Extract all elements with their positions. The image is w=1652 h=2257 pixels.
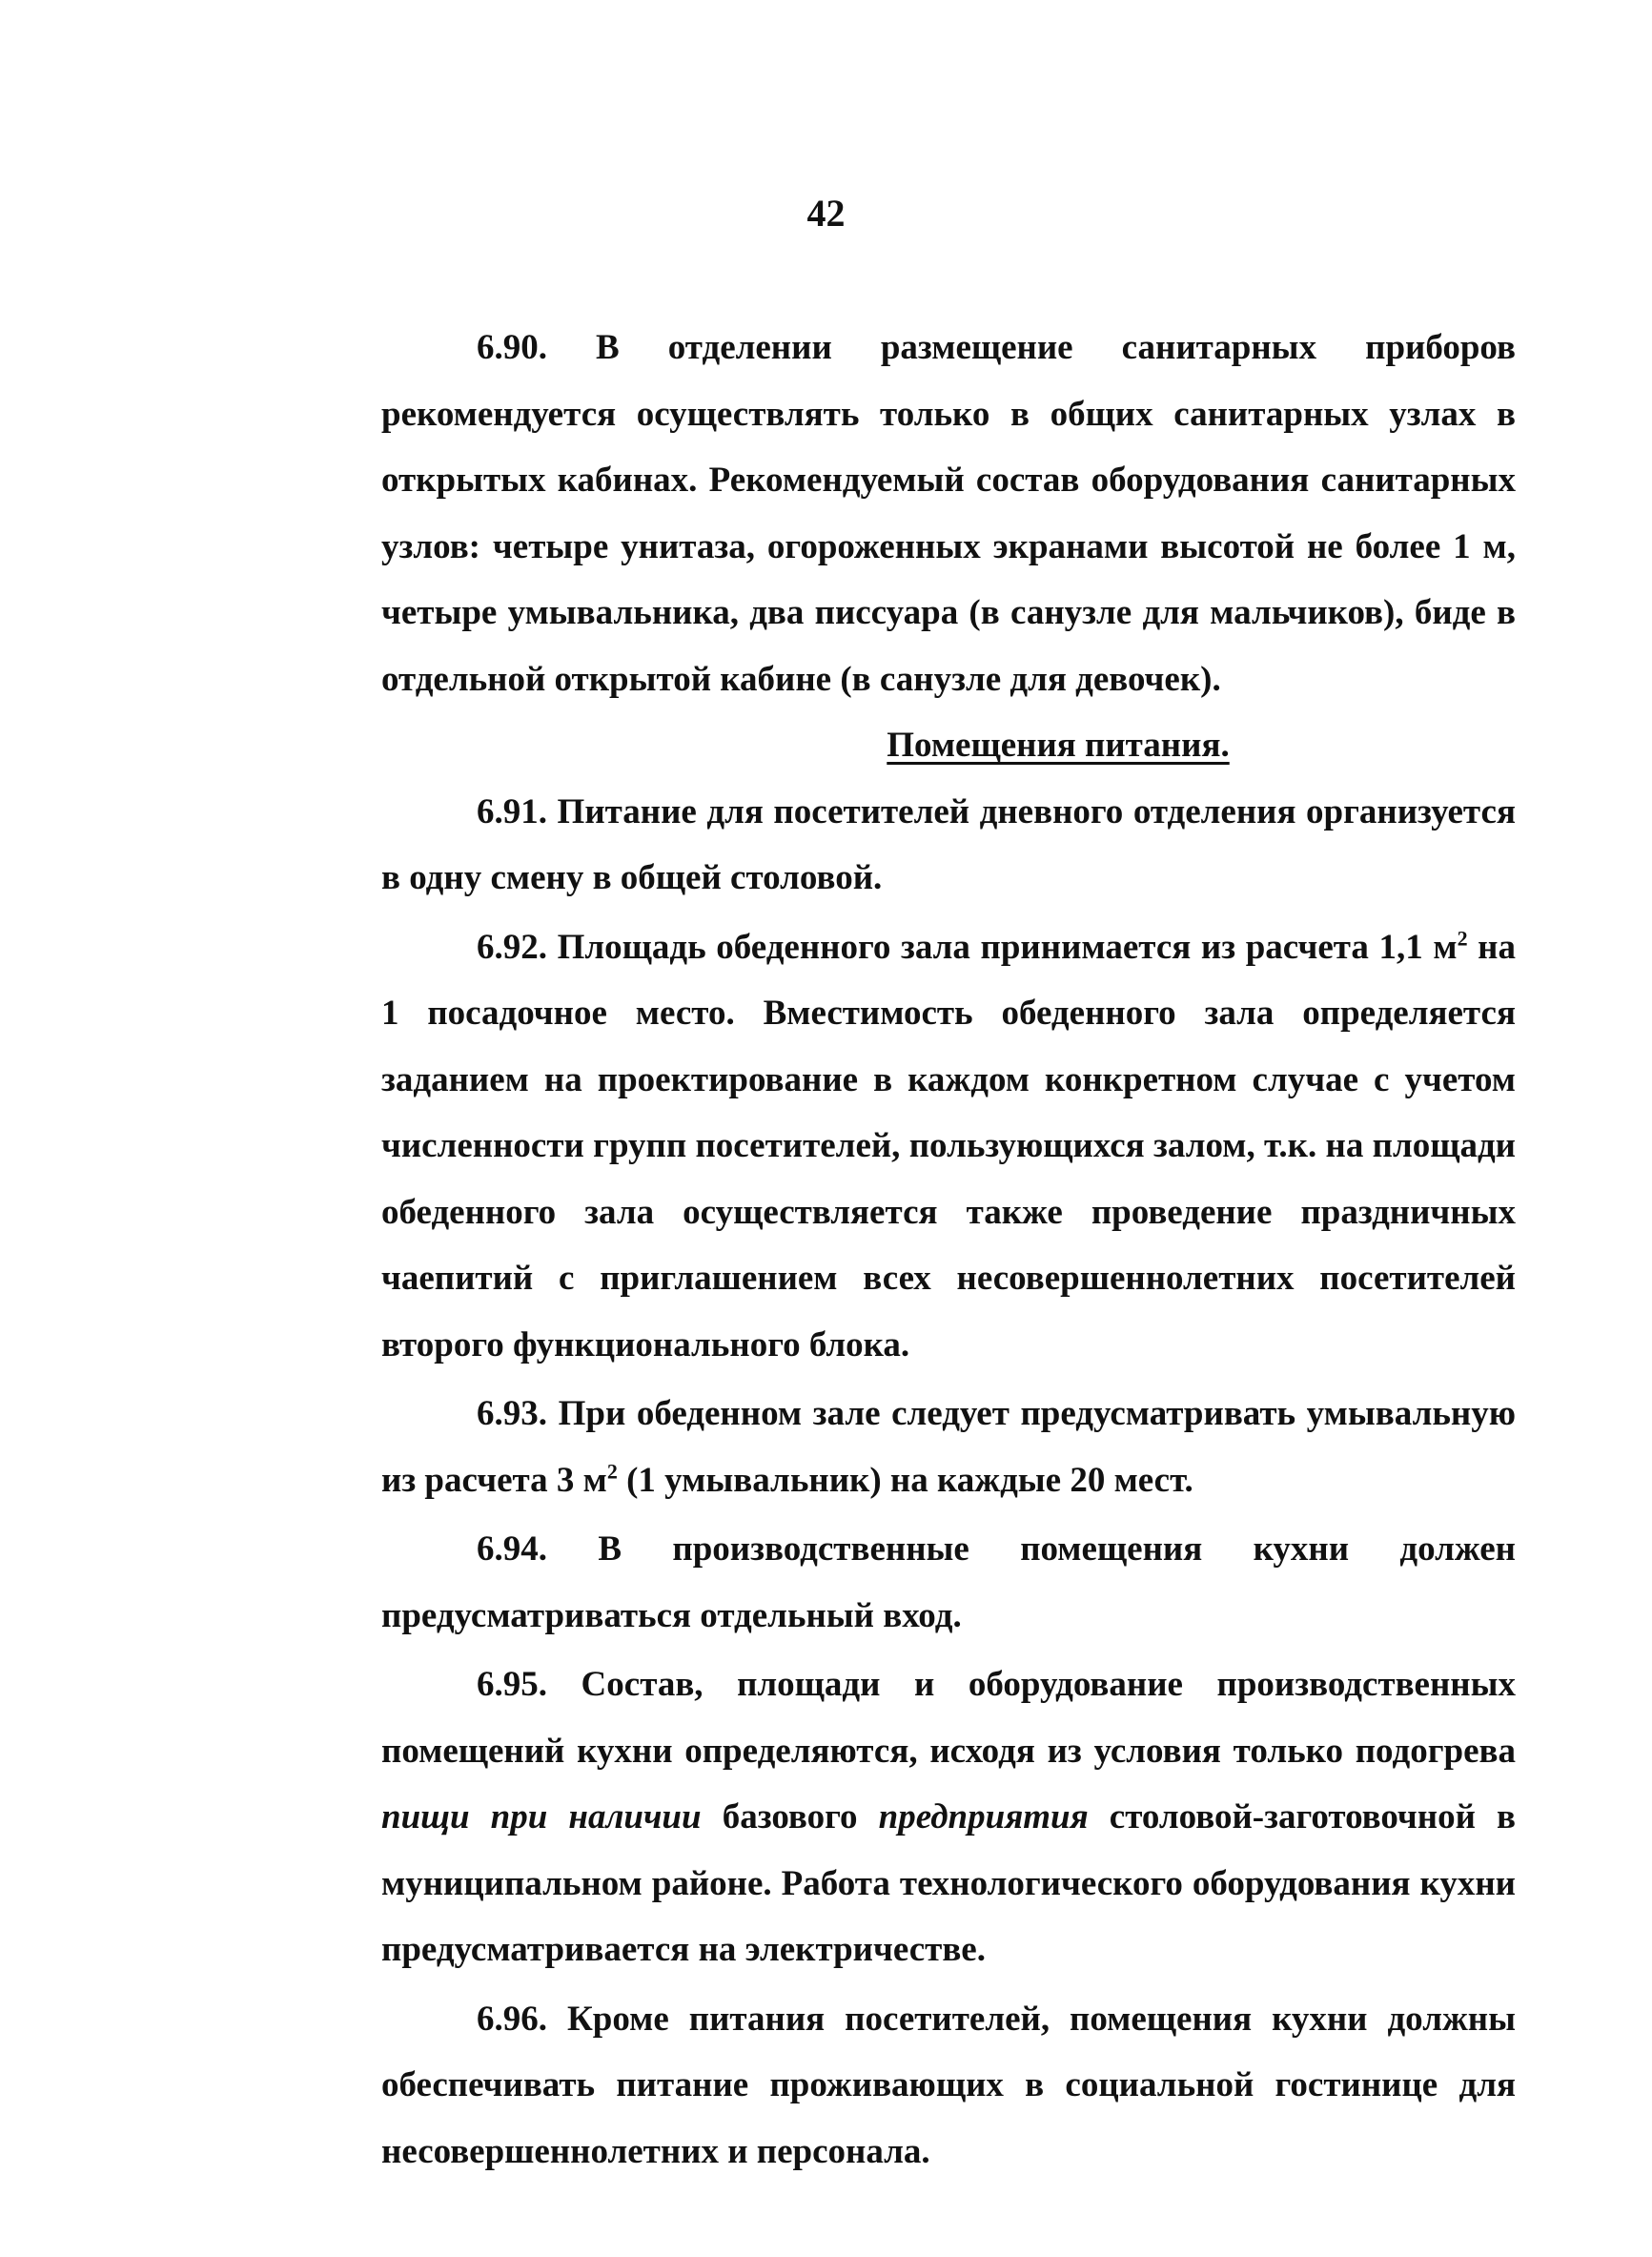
paragraph-6-96: 6.96. Кроме питания посетителей, помещения кухни должны обеспечивать питание проживающих в социальной гостинице для несовершеннолетних и персонала. bbox=[381, 1999, 1516, 2171]
paragraph-6-95-italic: пищи при наличии bbox=[381, 1797, 702, 1836]
paragraph-6-95-mid: базового bbox=[701, 1797, 879, 1836]
paragraph-6-90: 6.90. В отделении размещение санитарных приборов рекомендуется осуществлять только в общих санитарных узлах в открытых кабинах. Рекомендуемый состав оборудования санитарных узлов: четыре унитаза, огороженных экранами высотой не более 1 м, четыре умывальника, два писсуара (в санузле для мальчиков), биде в отдельной открытой кабине (в санузле для девочек). bbox=[381, 328, 1516, 699]
square-superscript: 2 bbox=[606, 1459, 618, 1484]
paragraph-6-94: 6.94. В производственные помещения кухни должен предусматриваться отдельный вход. bbox=[381, 1529, 1516, 1635]
paragraph-6-93-end: (1 умывальник) на каждые 20 мест. bbox=[617, 1460, 1193, 1500]
square-superscript: 2 bbox=[1457, 926, 1468, 951]
paragraph-6-95-end: столовой-заготовочной в муниципальном районе. Работа технологического оборудования кухни предусматривается на электричестве. bbox=[381, 1797, 1516, 1969]
paragraph-6-95-italic-2: предприятия bbox=[878, 1797, 1089, 1836]
paragraph-6-93 bbox=[381, 1381, 1516, 1513]
paragraph-6-93-start: 6.93. При обеденном зале следует предусматривать умывальную из расчета 3 м bbox=[381, 1394, 1516, 1500]
document-body bbox=[381, 315, 1516, 2185]
paragraph-6-92 bbox=[381, 914, 1516, 1379]
paragraph-6-95-start: 6.95. Состав, площади и оборудование производственных помещений кухни определяются, исходя из условия только подогрева bbox=[381, 1665, 1516, 1771]
section-heading bbox=[381, 712, 1516, 779]
paragraph-6-95 bbox=[381, 1652, 1516, 1983]
page-number: 42 bbox=[806, 192, 846, 235]
paragraph-6-92-end: на 1 посадочное место. Вместимость обеденного зала определяется заданием на проектирование в каждом конкретном случае с учетом численности групп посетителей, пользующихся залом, т.к. на площади обеденного зала осуществляется также проведение праздничных чаепитий с приглашением всех несовершеннолетних посетителей второго функционального блока. bbox=[381, 927, 1517, 1364]
paragraph-6-91: 6.91. Питание для посетителей дневного отделения организуется в одну смену в общей столовой. bbox=[381, 791, 1516, 897]
paragraph-6-92-start: 6.92. Площадь обеденного зала принимается из расчета 1,1 м bbox=[477, 927, 1458, 967]
section-heading-text: Помещения питания. bbox=[887, 726, 1230, 765]
